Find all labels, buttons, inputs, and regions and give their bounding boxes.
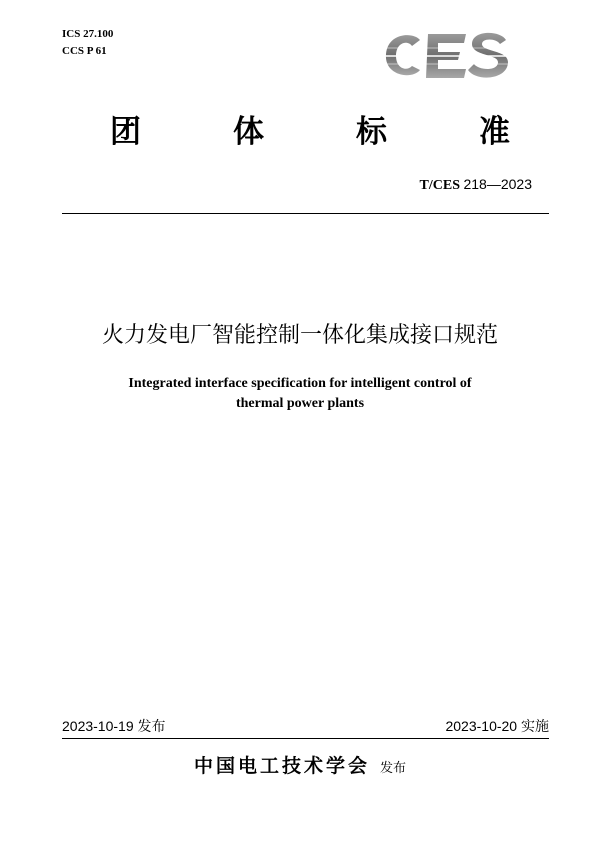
top-divider	[62, 213, 549, 214]
standard-code: 218—2023	[463, 176, 532, 192]
heading-char: 准	[479, 114, 510, 150]
publish-date: 2023-10-19 发布	[62, 718, 166, 734]
ccs-code: CCS P 61	[62, 45, 107, 57]
issuer-action: 发布	[380, 761, 407, 776]
english-title-line: Integrated interface specification for intelligent control of	[128, 376, 472, 391]
issuer-organization: 中国电工技术学会	[193, 755, 370, 777]
heading-char: 体	[233, 114, 264, 150]
classification-codes	[62, 26, 113, 60]
ics-code: ICS 27.100	[62, 28, 114, 40]
standard-prefix: T/CES	[419, 178, 460, 193]
issuer	[0, 751, 600, 778]
english-title	[60, 374, 540, 414]
heading-char: 标	[356, 114, 387, 150]
heading-char: 团	[110, 114, 141, 150]
ces-logo	[380, 26, 512, 88]
bottom-divider	[62, 738, 549, 739]
standard-number	[420, 176, 532, 194]
implement-date: 2023-10-20 实施	[445, 718, 549, 734]
chinese-title: 火力发电厂智能控制一体化集成接口规范	[101, 323, 498, 348]
standard-type-heading	[110, 106, 510, 151]
english-title-line: thermal power plants	[235, 396, 365, 411]
